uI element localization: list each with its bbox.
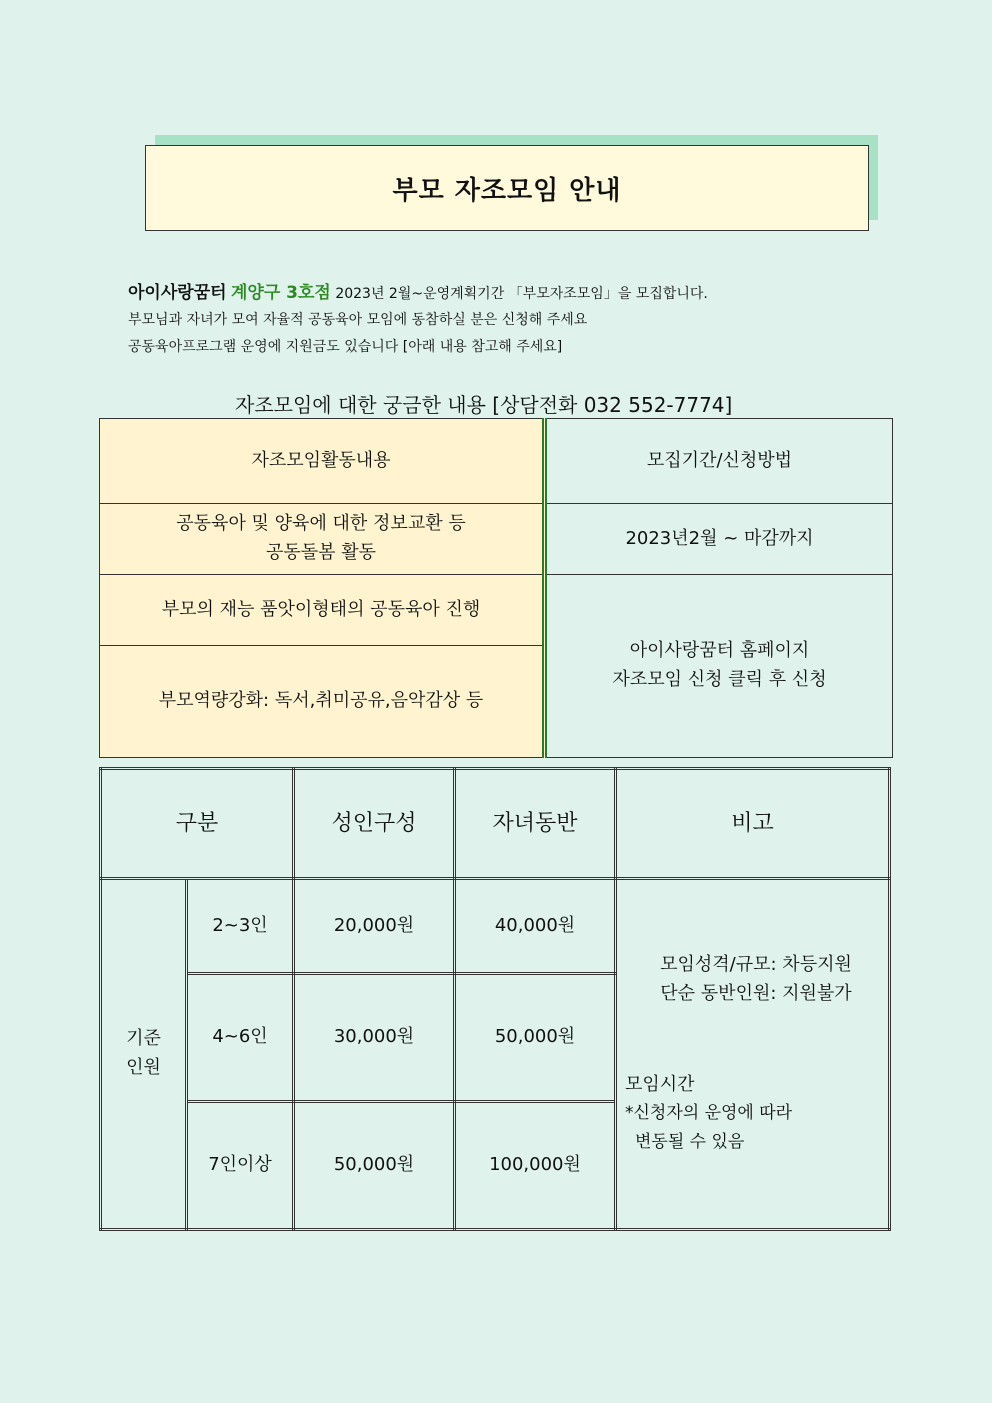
intro-line-2: 부모님과 자녀가 모여 자율적 공동육아 모임에 동참하실 분은 신청해 주세요 xyxy=(128,312,588,328)
page-title xyxy=(145,145,869,231)
size-7-plus: 7인이상 xyxy=(187,1102,294,1230)
apply-line-1: 아이사랑꿈터 홈페이지 xyxy=(629,640,810,662)
intro-line-3: 공동육아프로그램 운영에 지원금도 있습니다 [아래 내용 참고해 주세요] xyxy=(128,339,563,355)
note-line-5: 변동될 수 있음 xyxy=(635,1132,745,1153)
note-support-block xyxy=(625,951,887,1009)
adult-fee-4-6: 30,000원 xyxy=(294,974,455,1102)
note-line-4: *신청자의 운영에 따라 xyxy=(625,1103,793,1124)
info-table xyxy=(99,418,893,758)
child-fee-4-6: 50,000원 xyxy=(455,974,616,1102)
intro-line-1 xyxy=(128,278,708,303)
header-note: 비고 xyxy=(616,769,890,879)
branch-name: 계양구 3호점 xyxy=(231,283,331,303)
activity-cell-1 xyxy=(100,504,545,575)
group-label-line-1: 기준 xyxy=(126,1028,161,1050)
note-line-1: 모임성격/규모: 차등지원 xyxy=(660,954,852,975)
brand-name: 아이사랑꿈터 xyxy=(128,283,227,303)
note-line-2: 단순 동반인원: 지원불가 xyxy=(660,982,852,1004)
note-cell xyxy=(616,879,890,1230)
activity-1-line-2: 공동돌봄 활동 xyxy=(265,542,377,563)
note-line-3: 모임시간 xyxy=(625,1073,695,1095)
activity-cell-2: 부모의 재능 품앗이형태의 공동육아 진행 xyxy=(100,575,545,646)
group-label xyxy=(101,879,187,1230)
group-label-line-2: 인원 xyxy=(126,1057,161,1078)
apply-line-2: 자조모임 신청 클릭 후 신청 xyxy=(612,669,827,690)
activity-cell-3: 부모역량강화: 독서,취미공유,음악감상 등 xyxy=(100,646,545,758)
activity-1-line-1: 공동육아 및 양육에 대한 정보교환 등 xyxy=(176,513,466,535)
header-category: 구분 xyxy=(101,769,294,879)
recruit-header: 모집기간/신청방법 xyxy=(545,419,893,504)
child-fee-2-3: 40,000원 xyxy=(455,879,616,974)
activity-header: 자조모임활동내용 xyxy=(100,419,545,504)
fee-table xyxy=(99,767,891,1231)
page-title-text: 부모 자조모임 안내 xyxy=(392,175,622,206)
header-adult: 성인구성 xyxy=(294,769,455,879)
child-fee-7-plus: 100,000원 xyxy=(455,1102,616,1230)
size-2-3: 2~3인 xyxy=(187,879,294,974)
contact-subheading: 자조모임에 대한 궁금한 내용 [상담전화 032 552-7774] xyxy=(235,393,733,417)
apply-method xyxy=(545,575,893,758)
adult-fee-7-plus: 50,000원 xyxy=(294,1102,455,1230)
adult-fee-2-3: 20,000원 xyxy=(294,879,455,974)
size-4-6: 4~6인 xyxy=(187,974,294,1102)
header-with-child: 자녀동반 xyxy=(455,769,616,879)
intro-line-1-rest: 2023년 2월~운영계획기간 「부모자조모임」을 모집합니다. xyxy=(335,286,708,302)
recruit-period: 2023년2월 ~ 마감까지 xyxy=(545,504,893,575)
